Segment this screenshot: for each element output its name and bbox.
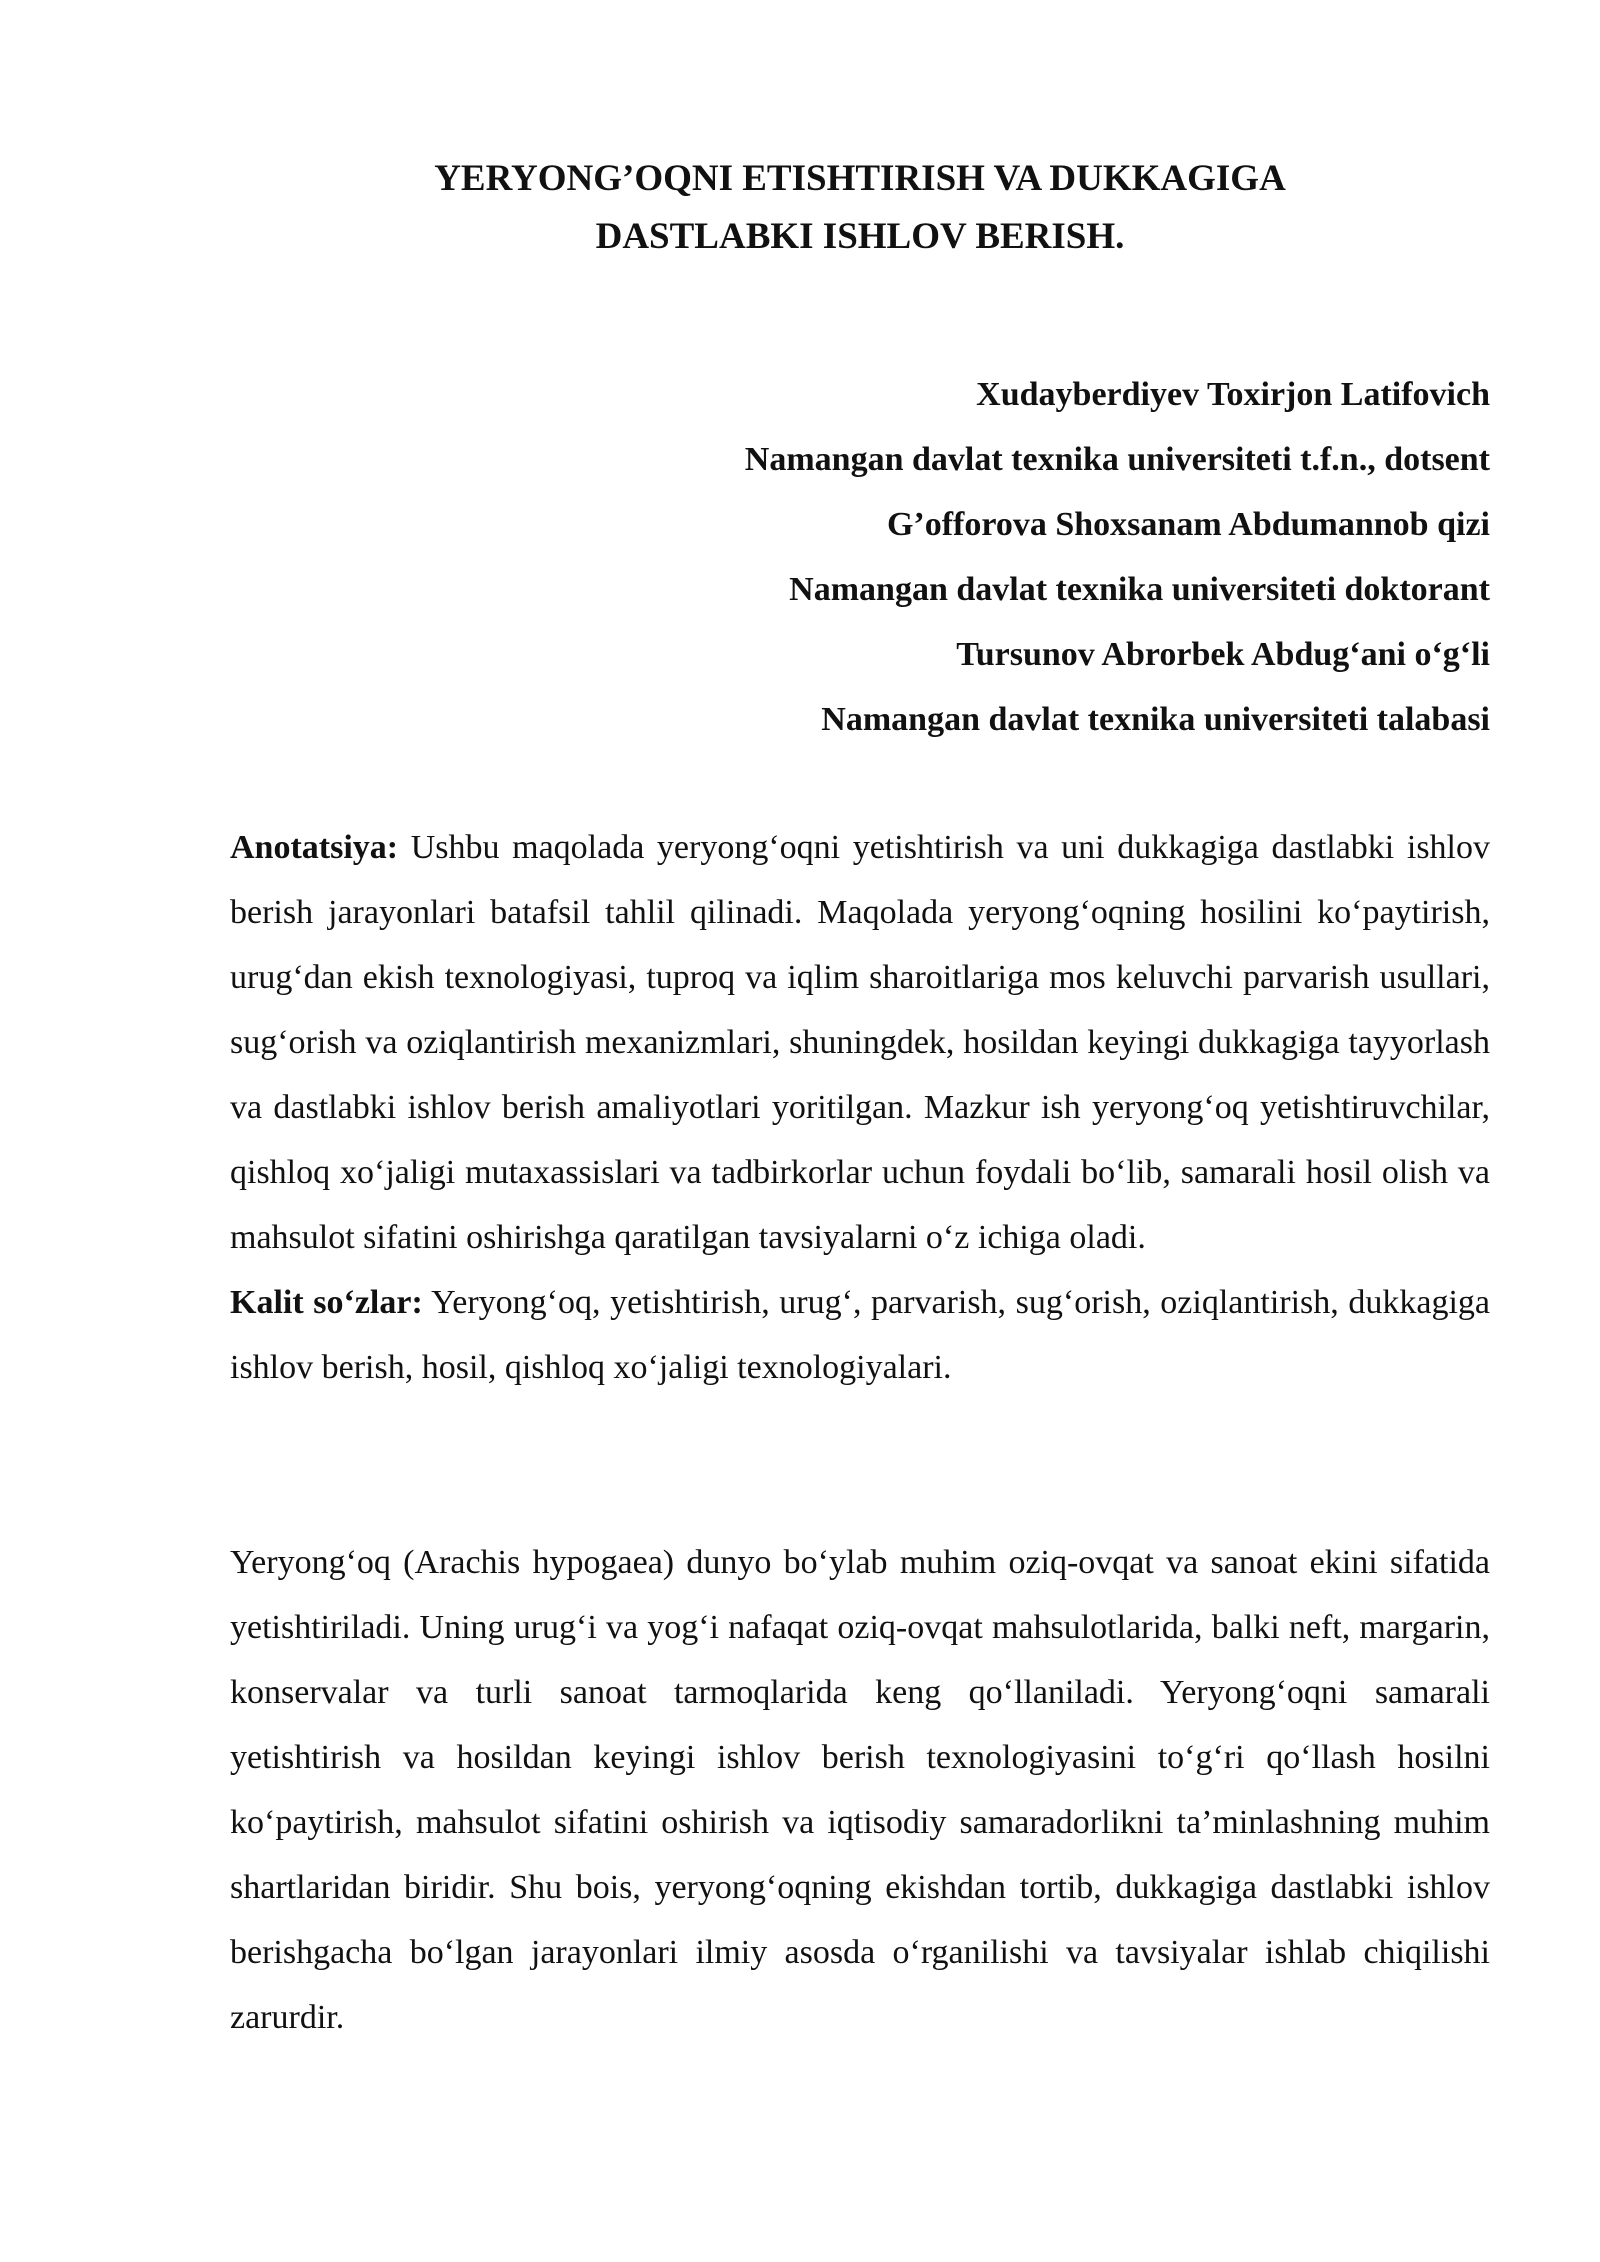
author-name: Tursunov Abrorbek Abdug‘ani o‘g‘li	[956, 636, 1490, 673]
keywords-text: Yeryong‘oq, yetishtirish, urug‘, parvarish, sug‘orish, oziqlantirish, dukkagiga ishlov berish, hosil, qishloq xo‘jaligi texnologiyalari.	[230, 1284, 1490, 1386]
author-affiliation: Namangan davlat texnika universiteti talabasi	[821, 701, 1490, 738]
abstract-section	[230, 815, 1490, 1400]
author-affiliation: Namangan davlat texnika universiteti doktorant	[789, 571, 1490, 608]
title-line-1: YERYONG’OQNI ETISHTIRISH VA DUKKAGIGA	[434, 158, 1286, 199]
body-paragraph: Yeryong‘oq (Arachis hypogaea) dunyo bo‘ylab muhim oziq-ovqat va sanoat ekini sifatida yetishtiriladi. Uning urug‘i va yog‘i nafaqat oziq-ovqat mahsulotlarida, balki neft, margarin, konservalar va turli sanoat tarmoqlarida keng qo‘llaniladi. Yeryong‘oqni samarali yetishtirish va hosildan keyingi ishlov berish texnologiyasini to‘g‘ri qo‘llash hosilni ko‘paytirish, mahsulot sifatini oshirish va iqtisodiy samaradorlikni ta’minlashning muhim shartlaridan biridir. Shu bois, yeryong‘oqning ekishdan tortib, dukkagiga dastlabki ishlov berishgacha bo‘lgan jarayonlari ilmiy asosda o‘rganilishi va tavsiyalar ishlab chiqilishi zarurdir.	[230, 1544, 1490, 2036]
keywords-label: Kalit so‘zlar:	[230, 1284, 423, 1321]
body-section	[230, 1530, 1490, 2050]
abstract-text: Ushbu maqolada yeryong‘oqni yetishtirish va uni dukkagiga dastlabki ishlov berish jarayonlari batafsil tahlil qilinadi. Maqolada yeryong‘oqning hosilini ko‘paytirish, urug‘dan ekish texnologiyasi, tuproq va iqlim sharoitlariga mos keluvchi parvarish usullari, sug‘orish va oziqlantirish mexanizmlari, shuningdek, hosildan keyingi dukkagiga tayyorlash va dastlabki ishlov berish amaliyotlari yoritilgan. Mazkur ish yeryong‘oq yetishtiruvchilar, qishloq xo‘jaligi mutaxassislari va tadbirkorlar uchun foydali bo‘lib, samarali hosil olish va mahsulot sifatini oshirishga qaratilgan tavsiyalarni o‘z ichiga oladi.	[230, 829, 1490, 1256]
author-name: Xudayberdiyev Toxirjon Latifovich	[976, 376, 1490, 413]
paper-title	[230, 150, 1490, 266]
author-block	[230, 362, 1490, 752]
keywords-paragraph	[230, 1270, 1490, 1400]
abstract-label: Anotatsiya:	[230, 829, 399, 866]
author-affiliation: Namangan davlat texnika universiteti t.f.n., dotsent	[744, 441, 1490, 478]
title-line-2: DASTLABKI ISHLOV BERISH.	[595, 216, 1125, 257]
abstract-paragraph	[230, 815, 1490, 1270]
author-name: G’offorova Shoxsanam Abdumannob qizi	[886, 506, 1490, 543]
